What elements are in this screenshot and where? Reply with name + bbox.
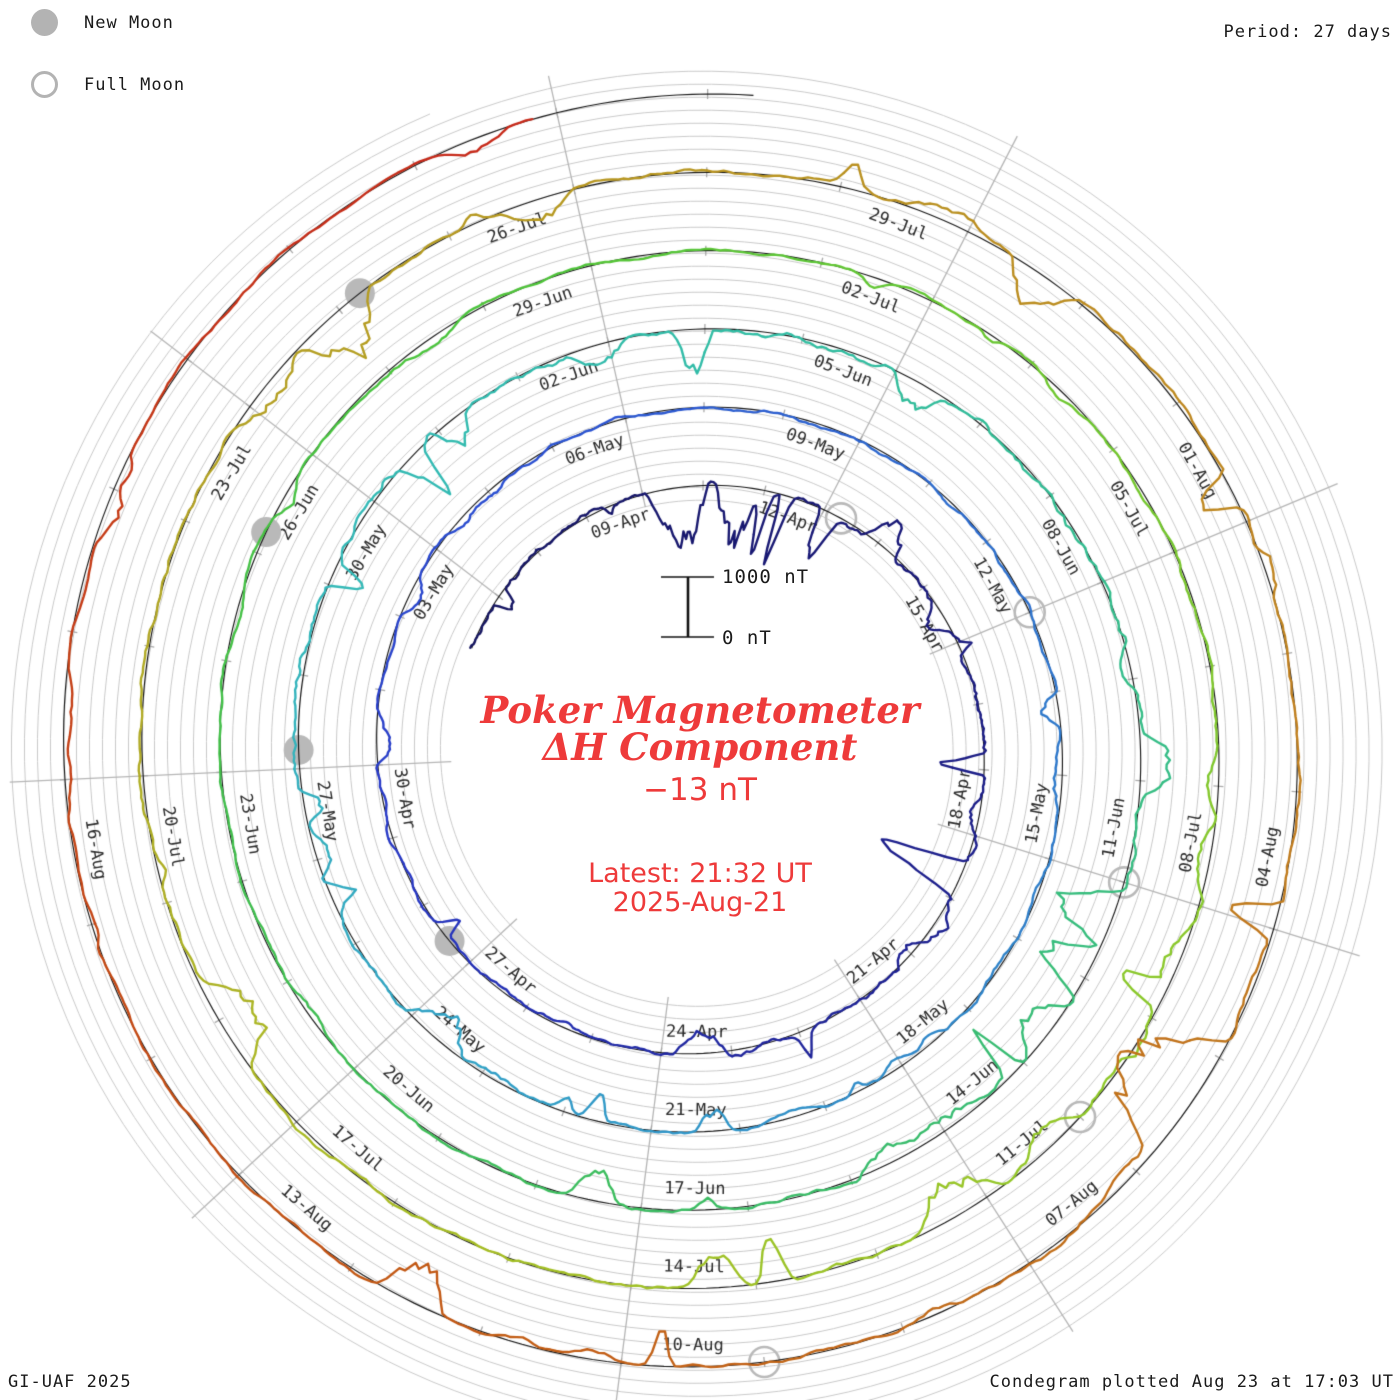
scale-top-label: 1000 nT — [722, 566, 810, 588]
full-moon-label: Full Moon — [84, 74, 186, 95]
latest-value: −13 nT — [643, 772, 757, 808]
credit-right: Condegram plotted Aug 23 at 17:03 UT — [989, 1372, 1394, 1392]
period-text: Period: 27 days — [1223, 22, 1392, 42]
latest-date: 2025-Aug-21 — [612, 887, 788, 918]
legend-new-moon — [31, 9, 174, 36]
chart-title-line1: Poker Magnetometer — [480, 688, 920, 732]
new-moon-label: New Moon — [84, 12, 174, 33]
chart-title-line2: ΔH Component — [542, 725, 858, 769]
credit-left: GI-UAF 2025 — [8, 1372, 132, 1392]
legend-full-moon — [31, 71, 185, 98]
new-moon-icon — [31, 9, 58, 36]
full-moon-icon — [31, 71, 58, 98]
chart-title — [0, 688, 1400, 769]
scale-bottom-label: 0 nT — [722, 627, 772, 649]
latest-time: Latest: 21:32 UT — [588, 858, 812, 889]
